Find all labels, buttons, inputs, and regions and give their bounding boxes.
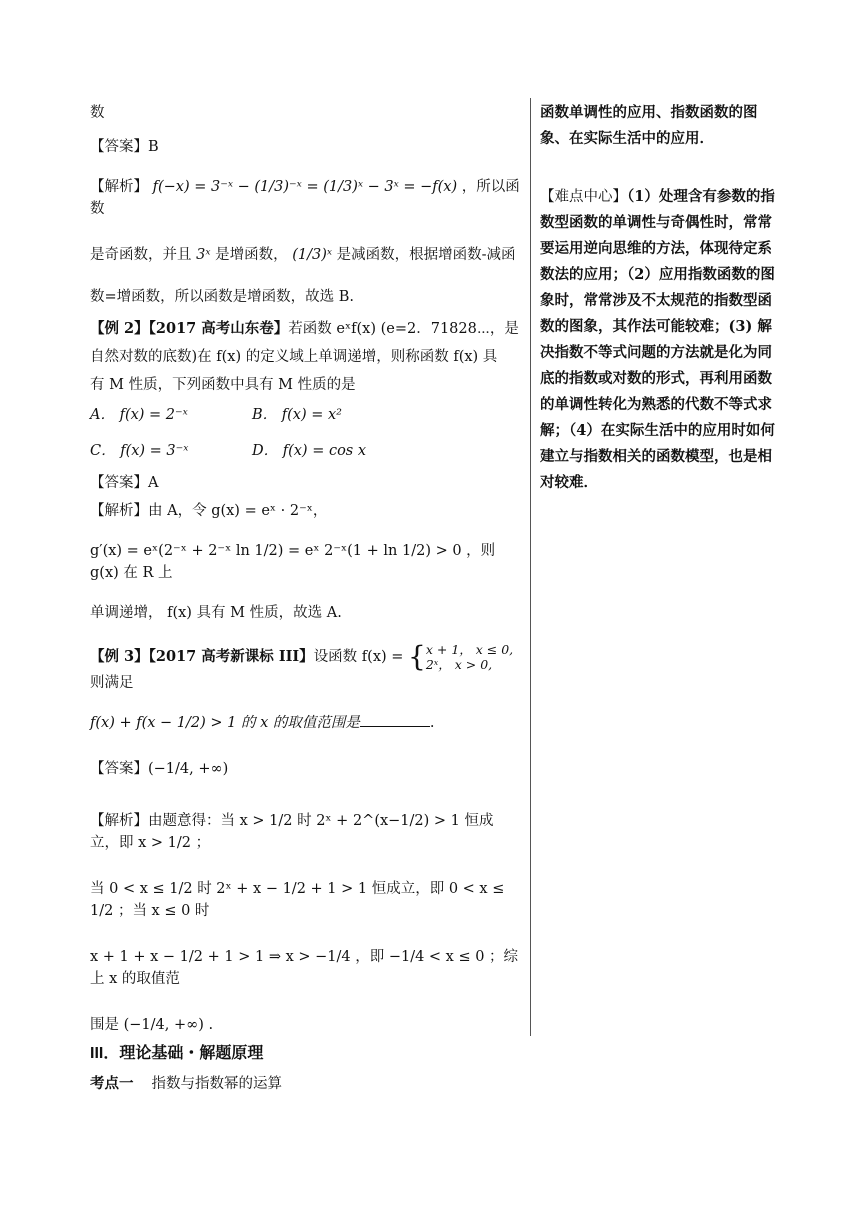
topic-text: 指数与指数幂的运算	[151, 1076, 282, 1092]
option-d: D． f(x) = cos x	[252, 443, 367, 459]
piecewise-cases	[426, 642, 513, 672]
ex1-text1: ，所以函数	[90, 179, 520, 217]
option-c: C． f(x) = 3⁻ˣ	[90, 443, 189, 459]
case-2: 2ˣ， x > 0,	[425, 657, 493, 672]
ex3-analysis-line2: 当 0 < x ≤ 1/2 时 2ˣ + x − 1/2 + 1 > 1 恒成立，即 0 < x ≤ 1/2 ；当 x ≤ 0 时	[90, 881, 505, 919]
ex3-line1	[90, 642, 522, 694]
ex3-text1: 设函数 f(x) =	[313, 649, 404, 665]
ex2-analysis-line3: 单调递增， f(x) 具有 M 性质，故选 A.	[90, 605, 342, 621]
right-paragraph-1: 函数单调性的应用、指数函数的图象、在实际生活中的应用．	[540, 104, 758, 147]
ex2-options-ab	[90, 404, 522, 426]
ex1-text2e: 是减函数，根据增函数-减函	[336, 247, 516, 263]
difficulty-text: （1）处理含有参数的指数型函数的单调性与奇偶性时，常常要运用逆向思维的方法，体现待定系数法的应用；（2）应用指数函数的图象时，常常涉及不太规范的指数型函数的图象，其作法可能较难；(3) 解决指数不等式问题的方法就是化为同底的指数或对数的形式，再利用函数的单调性转化为熟悉的代数不等式求解；（4）在实际生活中的应用时如何建立与指数相关的函数模型，也是相对较难．	[540, 188, 775, 491]
analysis-label: 【解析】	[90, 179, 148, 195]
ex2-title: 【例 2】【2017 高考山东卷】	[90, 320, 289, 337]
ex3-text2-end: .	[429, 715, 435, 731]
topic-label: 考点一	[90, 1076, 134, 1092]
ex1-analysis-line3: 数=增函数，所以函数是增函数，故选 B.	[90, 289, 355, 305]
piecewise-brace: {	[408, 640, 426, 673]
ex2-analysis-line2: g′(x) = eˣ(2⁻ˣ + 2⁻ˣ ln 1/2) = eˣ 2⁻ˣ(1 + ln 1/2) > 0 ，则 g(x) 在 R 上	[90, 543, 496, 581]
ex3-analysis-line1: 【解析】由题意得：当 x > 1/2 时 2ˣ + 2^(x−1/2) > 1 恒成立，即 x > 1/2 ；	[90, 813, 494, 851]
ex3-answer: 【答案】(−1/4, +∞)	[90, 761, 229, 777]
right-paragraph-2	[540, 184, 784, 496]
case-1: x + 1， x ≤ 0,	[425, 642, 514, 657]
ex2-analysis-line1: 【解析】由 A，令 g(x) = eˣ · 2⁻ˣ，	[90, 503, 328, 519]
topic-line	[90, 1072, 282, 1093]
ex1-text2b: 3ˣ	[196, 247, 211, 263]
ex3-line2	[90, 712, 522, 734]
option-b: B． f(x) = x²	[252, 407, 342, 423]
section-heading: III．理论基础・解题原理	[90, 1045, 264, 1062]
right-column	[540, 100, 784, 496]
ex1-answer: 【答案】B	[90, 139, 159, 155]
answer-blank	[360, 712, 430, 727]
ex2-answer: 【答案】A	[90, 475, 159, 491]
ex3-analysis-line3: x + 1 + x − 1/2 + 1 > 1 ⇒ x > −1/4 ，即 −1/4 < x ≤ 0 ；综上 x 的取值范	[90, 949, 519, 987]
ex1-analysis-line2	[90, 244, 522, 266]
ex3-text1b: 则满足	[90, 675, 134, 691]
ex1-text2a: 是奇函数，并且	[90, 247, 192, 263]
ex3-analysis-line4: 围是 (−1/4, +∞) .	[90, 1017, 214, 1033]
option-a: A． f(x) = 2⁻ˣ	[90, 407, 188, 423]
ex2-text1: 若函数 eˣf(x) (e=2．71828⋯，是	[288, 321, 519, 337]
ex3-title: 【例 3】【2017 高考新课标 III】	[90, 648, 314, 665]
column-divider	[530, 98, 531, 1036]
ex2-line1	[90, 318, 522, 340]
continued-text: 数	[90, 105, 105, 121]
ex1-text2d: (1/3)ˣ	[292, 247, 333, 263]
difficulty-label: 【难点中心】	[540, 189, 627, 205]
ex2-options-cd	[90, 440, 522, 462]
ex1-analysis-line1	[90, 176, 522, 220]
ex1-equation: f(−x) = 3⁻ˣ − (1/3)⁻ˣ = (1/3)ˣ − 3ˣ = −f(x)	[152, 179, 458, 195]
ex3-text2: f(x) + f(x − 1/2) > 1 的 x 的取值范围是	[90, 715, 360, 731]
ex1-text2c: 是增函数，	[215, 247, 288, 263]
ex2-line2: 自然对数的底数)在 f(x) 的定义域上单调递增，则称函数 f(x) 具	[90, 349, 498, 365]
left-column	[90, 100, 522, 1036]
ex2-line3: 有 M 性质，下列函数中具有 M 性质的是	[90, 377, 356, 393]
